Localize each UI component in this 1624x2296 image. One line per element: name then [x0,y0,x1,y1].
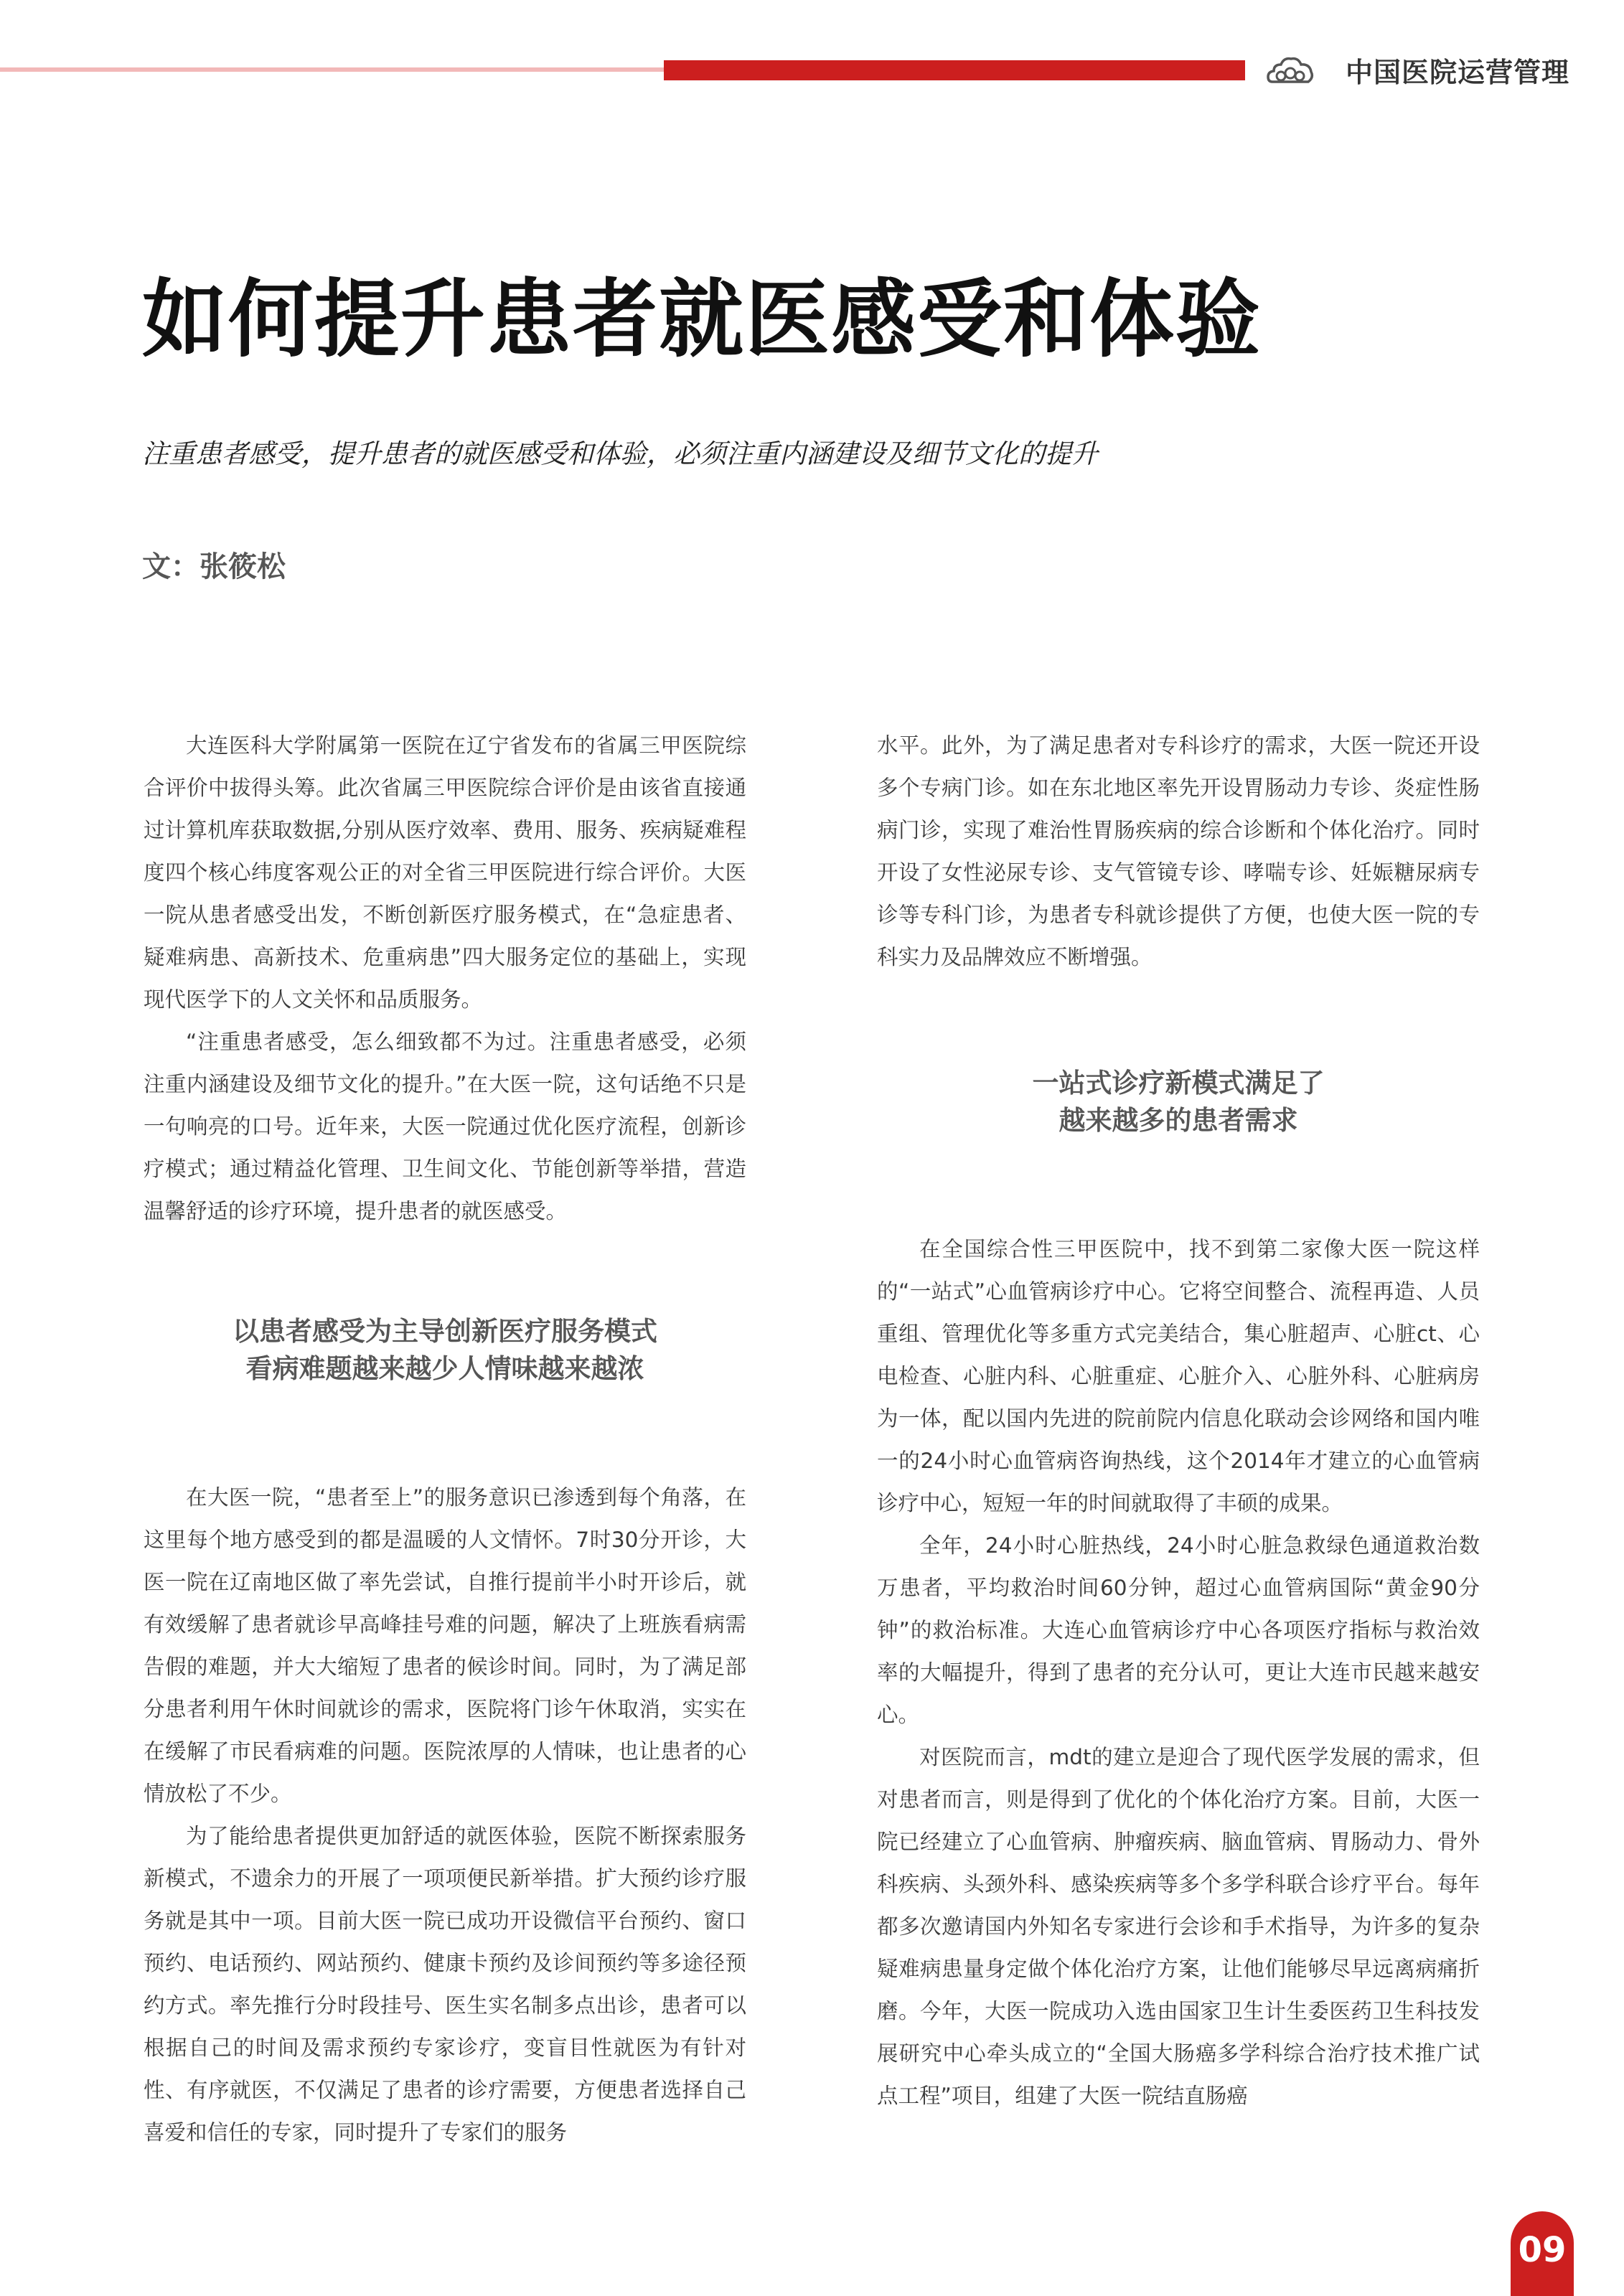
paragraph: 水平。此外，为了满足患者对专科诊疗的需求，大医一院还开设多个专病门诊。如在东北地区率先开设胃肠动力专诊、炎症性肠病门诊，实现了难治性胃肠疾病的综合诊断和个体化治疗。同时开设了女性泌尿专诊、支气管镜专诊、哮喘专诊、妊娠糖尿病专诊等专科门诊，为患者专科就诊提供了方便，也使大医一院的专科实力及品牌效应不断增强。 [877,733,1480,969]
left-column [144,725,746,2154]
section-heading-line: 越来越多的患者需求 [1059,1105,1298,1136]
section-heading-line: 以患者感受为主导创新医疗服务模式 [233,1316,657,1347]
paragraph: 在全国综合性三甲医院中，找不到第二家像大医一院这样的“一站式”心血管病诊疗中心。它将空间整合、流程再造、人员重组、管理优化等多重方式完美结合，集心脏超声、心脏ct、心电检查、心脏内科、心脏重症、心脏介入、心脏外科、心脏病房为一体，配以国内先进的院前院内信息化联动会诊网络和国内唯一的24小时心血管病咨询热线，这个2014年才建立的心血管病诊疗中心，短短一年的时间就取得了丰硕的成果。 [877,1237,1480,1515]
page-number-badge: 09 [1511,2211,1574,2296]
paragraph: 对医院而言，mdt的建立是迎合了现代医学发展的需求，但对患者而言，则是得到了优化的个体化治疗方案。目前，大医一院已经建立了心血管病、肿瘤疾病、脑血管病、胃肠动力、骨外科疾病、头颈外科、感染疾病等多个多学科联合诊疗平台。每年都多次邀请国内外知名专家进行会诊和手术指导，为许多的复杂疑难病患量身定做个体化治疗方案，让他们能够尽早远离病痛折磨。今年，大医一院成功入选由国家卫生计生委医药卫生科技发展研究中心牵头成立的“全国大肠癌多学科综合治疗技术推广试点工程”项目，组建了大医一院结直肠癌 [877,1745,1480,2108]
header-rule-light [0,67,664,72]
section-heading [877,1065,1480,1139]
section-heading [144,1313,746,1388]
header-rule-red [664,60,1245,80]
section-heading-line: 看病难题越来越少人情味越来越浓 [245,1353,644,1384]
article-subtitle: 注重患者感受，提升患者的就医感受和体验，必须注重内涵建设及细节文化的提升 [142,438,1098,469]
right-column [877,725,1480,2117]
article-title: 如何提升患者就医感受和体验 [142,270,1262,369]
paragraph: 为了能给患者提供更加舒适的就医体验，医院不断探索服务新模式，不遗余力的开展了一项项便民新举措。扩大预约诊疗服务就是其中一项。目前大医一院已成功开设微信平台预约、窗口预约、电话预约、网站预约、健康卡预约及诊间预约等多途径预约方式。率先推行分时段挂号、医生实名制多点出诊，患者可以根据自己的时间及需求预约专家诊疗，变盲目性就医为有针对性、有序就医，不仅满足了患者的诊疗需要，方便患者选择自己喜爱和信任的专家，同时提升了专家们的服务 [144,1824,746,2145]
section-heading-line: 一站式诊疗新模式满足了 [1032,1068,1325,1098]
magazine-name: 中国医院运营管理 [1346,57,1570,88]
article-author: 文：张筱松 [142,550,286,583]
paragraph: 大连医科大学附属第一医院在辽宁省发布的省属三甲医院综合评价中拔得头筹。此次省属三甲医院综合评价是由该省直接通过计算机库获取数据,分别从医疗效率、费用、服务、疾病疑难程度四个核心纬度客观公正的对全省三甲医院进行综合评价。大医一院从患者感受出发，不断创新医疗服务模式，在“急症患者、疑难病患、高新技术、危重病患”四大服务定位的基础上，实现现代医学下的人文关怀和品质服务。 [144,733,746,1012]
paragraph: 在大医一院，“患者至上”的服务意识已渗透到每个角落，在这里每个地方感受到的都是温暖的人文情怀。7时30分开诊，大医一院在辽南地区做了率先尝试，自推行提前半小时开诊后，就有效缓解了患者就诊早高峰挂号难的问题，解决了上班族看病需告假的难题，并大大缩短了患者的候诊时间。同时，为了满足部分患者利用午休时间就诊的需求，医院将门诊午休取消，实实在在缓解了市民看病难的问题。医院浓厚的人情味，也让患者的心情放松了不少。 [144,1485,746,1806]
cloud-logo-icon [1267,53,1314,89]
paragraph: 全年，24小时心脏热线，24小时心脏急救绿色通道救治数万患者，平均救治时间60分钟，超过心血管病国际“黄金90分钟”的救治标准。大连心血管病诊疗中心各项医疗指标与救治效率的大幅提升，得到了患者的充分认可，更让大连市民越来越安心。 [877,1533,1480,1727]
paragraph: “注重患者感受，怎么细致都不为过。注重患者感受，必须注重内涵建设及细节文化的提升。”在大医一院，这句话绝不只是一句响亮的口号。近年来，大医一院通过优化医疗流程，创新诊疗模式；通过精益化管理、卫生间文化、节能创新等举措，营造温馨舒适的诊疗环境，提升患者的就医感受。 [144,1030,746,1223]
